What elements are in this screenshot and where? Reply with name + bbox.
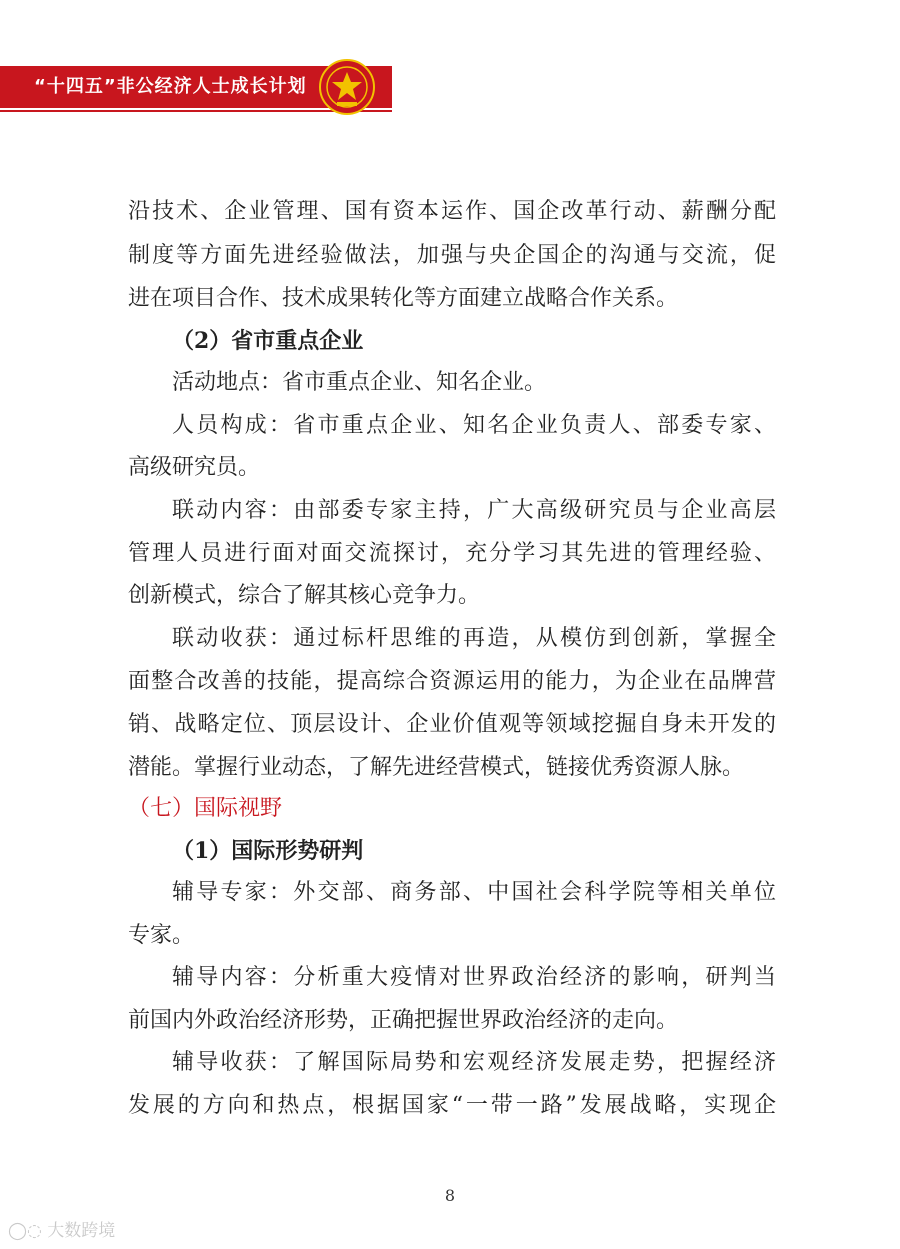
watermark-logo-icon: ◯◌	[8, 1221, 48, 1241]
paragraph-line: 制度等方面先进经验做法，加强与央企国企的沟通与交流，促	[128, 243, 776, 268]
paragraph-line: 辅导专家：外交部、商务部、中国社会科学院等相关单位	[172, 880, 776, 905]
section-heading: （1）国际形势研判	[172, 838, 364, 864]
paragraph-line: 沿技术、企业管理、国有资本运作、国企改革行动、薪酬分配	[128, 199, 776, 224]
paragraph-line: 前国内外政治经济形势，正确把握世界政治经济的走向。	[128, 1008, 679, 1033]
paragraph-line: 联动内容：由部委专家主持，广大高级研究员与企业高层	[172, 498, 776, 523]
paragraph-line: 管理人员进行面对面交流探讨，充分学习其先进的管理经验、	[128, 541, 776, 566]
paragraph-line: 销、战略定位、顶层设计、企业价值观等领域挖掘自身未开发的	[128, 712, 776, 737]
paragraph-line: 联动收获：通过标杆思维的再造，从模仿到创新，掌握全	[172, 626, 776, 651]
watermark-text: 大数跨境	[47, 1221, 116, 1241]
paragraph-line: 辅导收获：了解国际局势和宏观经济发展走势，把握经济	[172, 1050, 776, 1075]
paragraph-line: 辅导内容：分析重大疫情对世界政治经济的影响，研判当	[172, 965, 776, 990]
paragraph-line: 潜能。掌握行业动态，了解先进经营模式，链接优秀资源人脉。	[128, 755, 745, 780]
paragraph-line: 创新模式，综合了解其核心竞争力。	[128, 583, 481, 608]
paragraph-line: 人员构成：省市重点企业、知名企业负责人、部委专家、	[172, 413, 776, 438]
page-number: 8	[444, 1186, 456, 1205]
section-heading: （2）省市重点企业	[172, 328, 364, 354]
paragraph-line: 活动地点：省市重点企业、知名企业。	[172, 370, 547, 395]
paragraph-line: 进在项目合作、技术成果转化等方面建立战略合作关系。	[128, 286, 679, 311]
paragraph-line: 专家。	[128, 923, 195, 948]
header-title: “十四五”非公经济人士成长计划	[34, 76, 307, 97]
chapter-heading: （七）国际视野	[128, 796, 283, 821]
emblem-seal-icon	[318, 58, 376, 116]
watermark	[8, 1216, 115, 1241]
paragraph-line: 发展的方向和热点，根据国家“一带一路”发展战略，实现企	[128, 1093, 776, 1118]
paragraph-line: 高级研究员。	[128, 455, 261, 480]
paragraph-line: 面整合改善的技能，提高综合资源运用的能力，为企业在品牌营	[128, 669, 776, 694]
